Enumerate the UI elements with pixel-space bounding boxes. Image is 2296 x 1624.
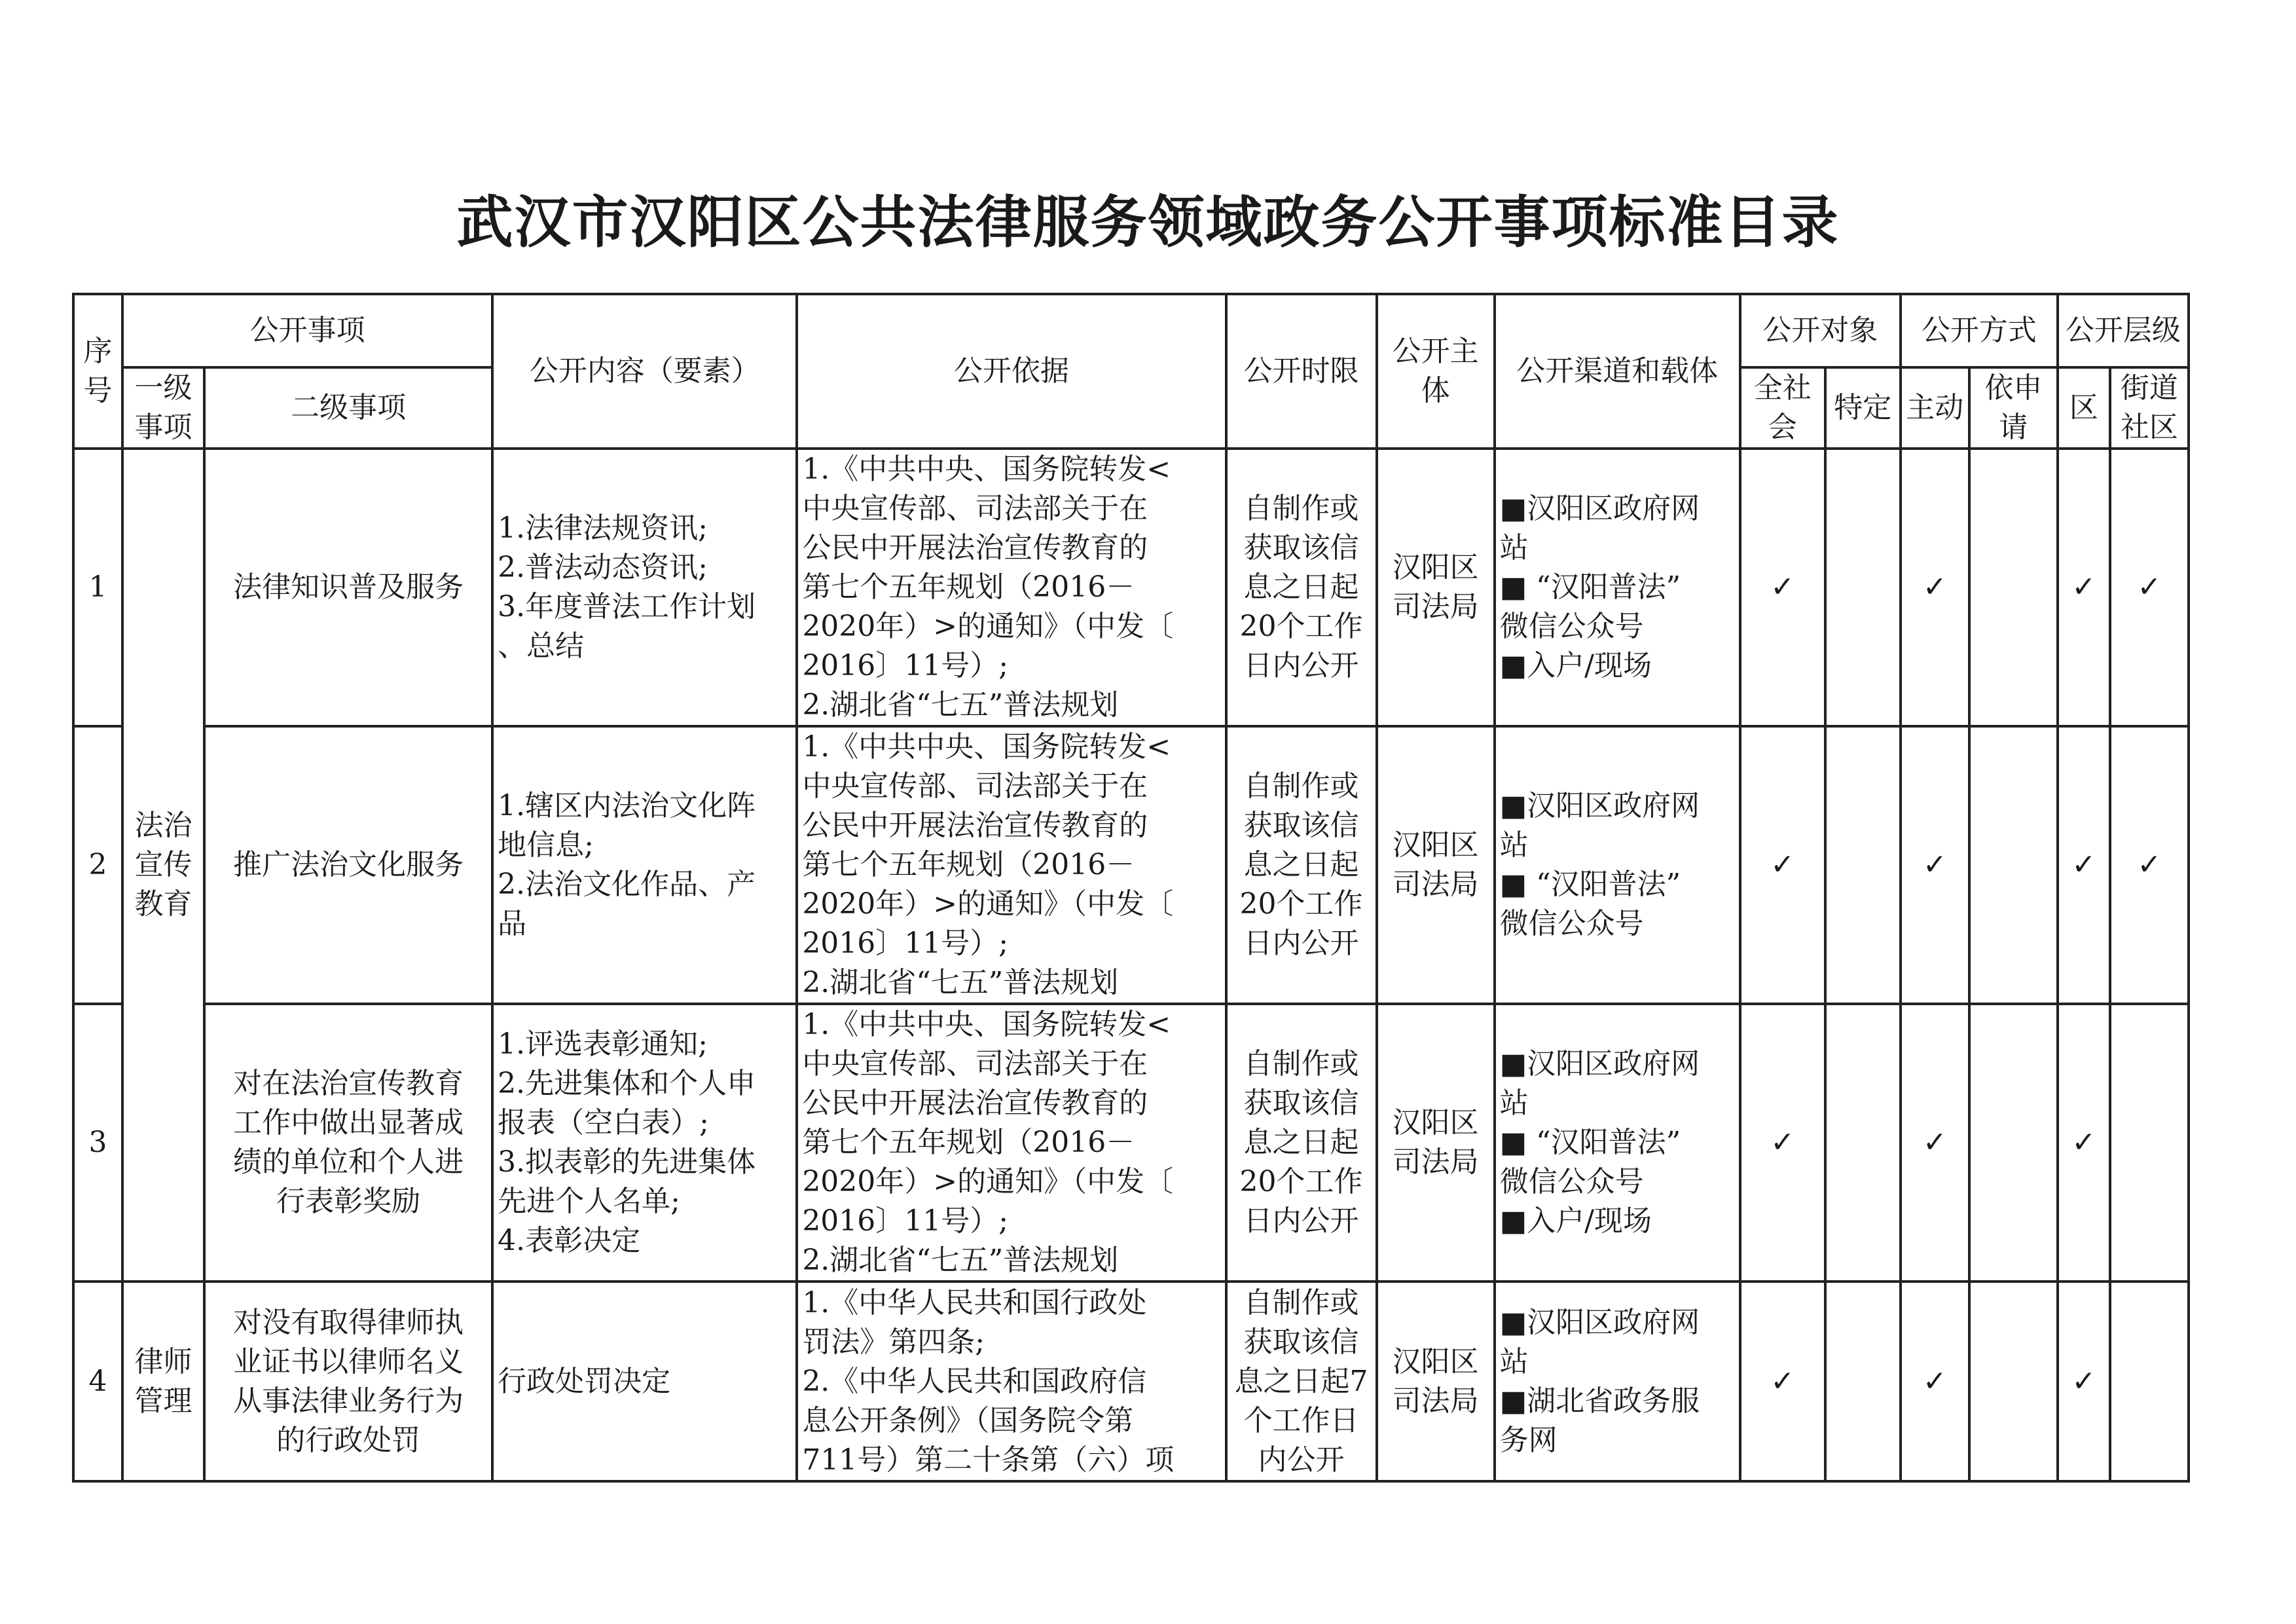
check-specific (1825, 726, 1901, 1004)
cell-line: 2020年）>的通知》（中发〔 (802, 1165, 1174, 1198)
cell-line: 站 (1499, 1344, 1529, 1378)
row-seq: 2 (73, 726, 122, 1004)
row-seq: 1 (73, 449, 122, 726)
row-channel (1495, 449, 1740, 726)
header-level-district: 区 (2058, 367, 2110, 449)
header-target-all: 全社会 (1740, 367, 1825, 449)
header-level2: 二级事项 (204, 367, 492, 449)
cell-line: 业证书以律师名义 (233, 1344, 464, 1378)
cell-line: 2.普法动态资讯; (498, 551, 708, 584)
header-level-street: 街道社区 (2110, 367, 2189, 449)
page-title: 武汉市汉阳区公共法律服务领域政务公开事项标准目录 (456, 190, 1840, 255)
cell-line: 2020年）>的通知》（中发〔 (802, 887, 1174, 921)
cell-line: 第七个五年规划（2016－ (802, 848, 1135, 881)
row-content (492, 1282, 797, 1481)
cell-line: 2.湖北省“七五”普法规划 (802, 688, 1119, 722)
cell-line: ■ “汉阳普法” (1499, 868, 1681, 901)
cell-line: 3.年度普法工作计划 (498, 590, 756, 623)
cell-line: 1.《中共中央、国务院转发< (802, 1008, 1171, 1041)
catalog-table (72, 293, 2190, 1483)
cell-line: 自制作或 (1243, 769, 1359, 803)
header-target-specific: 特定 (1825, 367, 1901, 449)
row-channel (1495, 1004, 1740, 1282)
row-timelimit (1226, 726, 1377, 1004)
check-all: ✓ (1740, 449, 1825, 726)
cell-line: 内公开 (1258, 1443, 1345, 1477)
check-street (2110, 1004, 2189, 1282)
cell-line: 2.先进集体和个人申 (498, 1067, 756, 1100)
cell-line: 第七个五年规划（2016－ (802, 570, 1135, 604)
row-channel (1495, 1282, 1740, 1481)
check-district: ✓ (2058, 449, 2110, 726)
cell-line: 获取该信 (1243, 809, 1359, 842)
header-method-active: 主动 (1901, 367, 1969, 449)
cell-line: 1.法律法规资讯; (498, 511, 708, 545)
check-specific (1825, 1282, 1901, 1481)
cell-line: 对在法治宣传教育 (233, 1067, 464, 1100)
check-apply (1969, 449, 2058, 726)
cell-line: 汉阳区 (1392, 1106, 1479, 1139)
cell-line: 公民中开展法治宣传教育的 (802, 1086, 1148, 1120)
cell-line: 2.湖北省“七五”普法规划 (802, 966, 1119, 999)
header-item: 公开事项 (122, 294, 492, 367)
check-all: ✓ (1740, 1282, 1825, 1481)
row-level2: 法律知识普及服务 (204, 449, 492, 726)
cell-line: 微信公众号 (1499, 610, 1644, 643)
cell-line: 品 (498, 907, 527, 940)
cell-line: 3.拟表彰的先进集体 (498, 1145, 756, 1179)
cell-line: ■汉阳区政府网 (1499, 1047, 1700, 1080)
cell-line: 日内公开 (1243, 1204, 1359, 1238)
header-target: 公开对象 (1740, 294, 1901, 367)
cell-line: 获取该信 (1243, 531, 1359, 564)
cell-line: 公民中开展法治宣传教育的 (802, 531, 1148, 564)
cell-line: 20个工作 (1239, 1165, 1363, 1198)
cell-line: 绩的单位和个人进 (233, 1145, 464, 1179)
cell-line: 息之日起7 (1234, 1364, 1368, 1398)
check-specific (1825, 1004, 1901, 1282)
check-apply (1969, 726, 2058, 1004)
row-subject (1377, 1282, 1495, 1481)
cell-line: 2016〕11号）; (802, 1204, 1009, 1238)
header-content: 公开内容（要素） (492, 294, 797, 449)
header-seq: 序号 (73, 294, 122, 449)
header-level: 公开层级 (2058, 294, 2189, 367)
table-row (73, 449, 2189, 726)
cell-line: 息之日起 (1243, 848, 1359, 881)
cell-line: 汉阳区 (1392, 551, 1479, 584)
cell-line: 2020年）>的通知》（中发〔 (802, 610, 1174, 643)
row-timelimit (1226, 449, 1377, 726)
cell-line: 罚法》第四条; (802, 1325, 985, 1359)
cell-line: 个工作日 (1243, 1403, 1359, 1437)
row-content (492, 726, 797, 1004)
cell-line: 20个工作 (1239, 887, 1363, 921)
row-subject (1377, 449, 1495, 726)
cell-line: 中央宣传部、司法部关于在 (802, 769, 1148, 803)
cell-line: 息公开条例》（国务院令第 (802, 1403, 1134, 1437)
cell-line: 报表（空白表）; (498, 1106, 709, 1139)
cell-line: ■ “汉阳普法” (1499, 1126, 1681, 1159)
cell-line: 2016〕11号）; (802, 927, 1009, 960)
row-basis (797, 449, 1226, 726)
row-seq: 4 (73, 1282, 122, 1481)
check-specific (1825, 449, 1901, 726)
cell-line: 的行政处罚 (276, 1423, 421, 1457)
cell-line: 行政处罚决定 (498, 1364, 671, 1398)
header-method: 公开方式 (1901, 294, 2058, 367)
cell-line: 日内公开 (1243, 649, 1359, 682)
row-channel (1495, 726, 1740, 1004)
cell-line: 1.《中共中央、国务院转发< (802, 730, 1171, 764)
cell-line: 行表彰奖励 (276, 1185, 421, 1218)
cell-line: 汉阳区 (1392, 828, 1479, 862)
cell-line: 4.表彰决定 (498, 1224, 641, 1257)
row-seq: 3 (73, 1004, 122, 1282)
cell-line: 日内公开 (1243, 927, 1359, 960)
cell-line: 司法局 (1392, 1145, 1479, 1179)
cell-line: 站 (1499, 1086, 1529, 1120)
cell-line: 息之日起 (1243, 570, 1359, 604)
cell-line: 1.《中华人民共和国行政处 (802, 1285, 1147, 1320)
check-apply (1969, 1282, 2058, 1481)
cell-line: ■汉阳区政府网 (1499, 789, 1700, 822)
row-level2: 推广法治文化服务 (204, 726, 492, 1004)
cell-line: 从事法律业务行为 (233, 1384, 464, 1418)
row-content (492, 449, 797, 726)
check-street (2110, 1282, 2189, 1481)
check-district: ✓ (2058, 726, 2110, 1004)
cell-line: 第七个五年规划（2016－ (802, 1126, 1135, 1159)
header-channel: 公开渠道和载体 (1495, 294, 1740, 449)
cell-line: ■汉阳区政府网 (1499, 1305, 1700, 1339)
check-active: ✓ (1901, 1282, 1969, 1481)
cell-line: 获取该信 (1243, 1086, 1359, 1120)
check-street: ✓ (2110, 449, 2189, 726)
cell-line: 公民中开展法治宣传教育的 (802, 809, 1148, 842)
row-subject (1377, 726, 1495, 1004)
cell-line: 、总结 (498, 629, 585, 663)
row-timelimit (1226, 1004, 1377, 1282)
cell-line: 微信公众号 (1499, 907, 1644, 940)
cell-line: 汉阳区 (1392, 1344, 1479, 1378)
check-all: ✓ (1740, 1004, 1825, 1282)
header-method-apply: 依申请 (1969, 367, 2058, 449)
check-active: ✓ (1901, 1004, 1969, 1282)
check-all: ✓ (1740, 726, 1825, 1004)
header-timelimit: 公开时限 (1226, 294, 1377, 449)
table-row (73, 1282, 2189, 1481)
table-row (73, 1004, 2189, 1282)
check-active: ✓ (1901, 449, 1969, 726)
cell-line: 2016〕11号）; (802, 649, 1009, 682)
cell-line: 1.辖区内法治文化阵 (498, 789, 756, 822)
cell-line: 微信公众号 (1499, 1165, 1644, 1198)
cell-line: 站 (1499, 531, 1529, 564)
cell-line: 司法局 (1392, 590, 1479, 623)
check-street: ✓ (2110, 726, 2189, 1004)
row-basis (797, 1282, 1226, 1481)
cell-line: 地信息; (498, 828, 594, 862)
row-level2 (204, 1282, 492, 1481)
group-cell: 律师管理 (122, 1282, 204, 1481)
check-district: ✓ (2058, 1004, 2110, 1282)
row-basis (797, 726, 1226, 1004)
cell-line: 711号）第二十条第（六）项 (802, 1443, 1175, 1477)
cell-line: 对没有取得律师执 (233, 1305, 464, 1339)
cell-line: 司法局 (1392, 1384, 1479, 1418)
cell-line: 2.《中华人民共和国政府信 (802, 1364, 1147, 1398)
cell-line: 息之日起 (1243, 1126, 1359, 1159)
cell-line: 1.评选表彰通知; (498, 1027, 708, 1061)
table-row (73, 726, 2189, 1004)
cell-line: ■汉阳区政府网 (1499, 492, 1700, 525)
header-subject: 公开主体 (1377, 294, 1495, 449)
cell-line: 司法局 (1392, 868, 1479, 901)
check-district: ✓ (2058, 1282, 2110, 1481)
cell-line: 工作中做出显著成 (233, 1106, 464, 1139)
row-subject (1377, 1004, 1495, 1282)
header-level1: 一级事项 (122, 367, 204, 449)
cell-line: 中央宣传部、司法部关于在 (802, 492, 1148, 525)
cell-line: ■入户/现场 (1499, 1204, 1652, 1238)
cell-line: ■入户/现场 (1499, 649, 1652, 682)
row-timelimit (1226, 1282, 1377, 1481)
cell-line: 中央宣传部、司法部关于在 (802, 1047, 1148, 1080)
row-basis (797, 1004, 1226, 1282)
cell-line: ■ “汉阳普法” (1499, 570, 1681, 604)
cell-line: 站 (1499, 828, 1529, 862)
cell-line: 1.《中共中央、国务院转发< (802, 452, 1171, 486)
cell-line: 2.湖北省“七五”普法规划 (802, 1244, 1119, 1277)
check-active: ✓ (1901, 726, 1969, 1004)
cell-line: 自制作或 (1243, 1285, 1359, 1320)
cell-line: 自制作或 (1243, 1047, 1359, 1080)
cell-line: 先进个人名单; (498, 1185, 680, 1218)
header-row-1 (73, 294, 2189, 367)
cell-line: 2.法治文化作品、产 (498, 868, 756, 901)
row-content (492, 1004, 797, 1282)
cell-line: 务网 (1499, 1423, 1558, 1457)
cell-line: 获取该信 (1243, 1325, 1359, 1359)
cell-line: 自制作或 (1243, 492, 1359, 525)
cell-line: ■湖北省政务服 (1499, 1384, 1700, 1418)
cell-line: 20个工作 (1239, 610, 1363, 643)
row-level2 (204, 1004, 492, 1282)
group-cell: 法治宣传教育 (122, 449, 204, 1282)
header-basis: 公开依据 (797, 294, 1226, 449)
check-apply (1969, 1004, 2058, 1282)
